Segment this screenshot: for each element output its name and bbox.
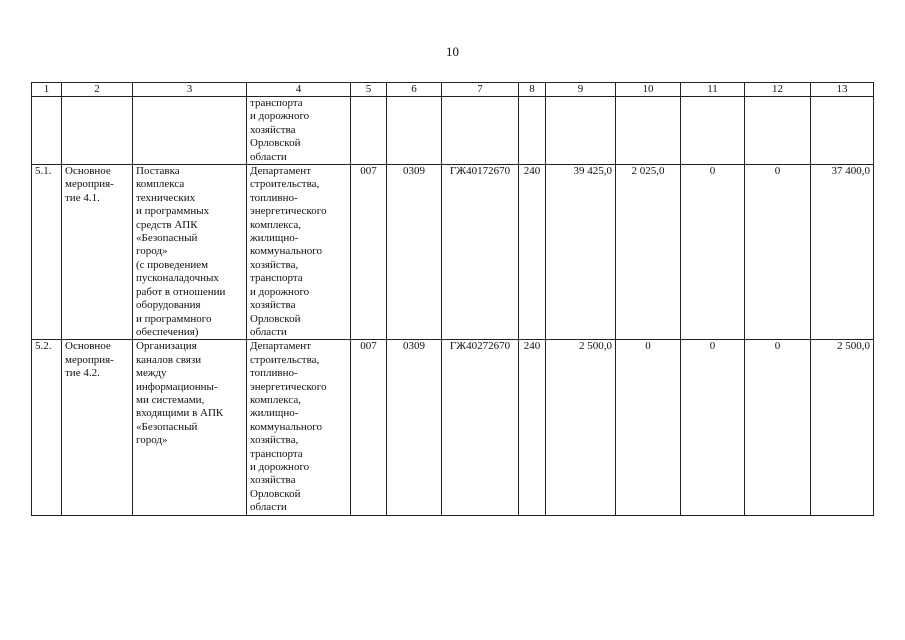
text-line: и программного	[136, 312, 212, 325]
text-line: хозяйства	[250, 474, 296, 487]
text-line: Поставка	[136, 165, 180, 178]
amount-cell: 0	[745, 340, 811, 515]
text-line: оборудования	[136, 299, 201, 312]
text-line: между	[136, 367, 167, 380]
text-line: жилищно-	[250, 232, 299, 245]
column-number: 7	[442, 83, 519, 97]
text-line: хозяйства	[250, 123, 296, 136]
text-line: Организация	[136, 340, 197, 353]
column-number: 4	[247, 83, 351, 97]
amount-cell: 2 025,0	[616, 165, 681, 340]
text-line: области	[250, 325, 287, 338]
responsible-executor-cell	[247, 165, 351, 340]
column-number: 6	[387, 83, 442, 97]
text-line: и программных	[136, 205, 210, 218]
column-number: 13	[811, 83, 874, 97]
amount-cell: 0	[681, 165, 745, 340]
responsible-executor-cell	[247, 340, 351, 515]
column-number: 8	[519, 83, 546, 97]
text-line: Основное	[65, 340, 111, 353]
text-line: и дорожного	[250, 285, 310, 298]
text-line: комплекса	[136, 178, 185, 191]
code-cell: 0309	[387, 340, 442, 515]
amount-cell: 0	[681, 340, 745, 515]
text-line: работ в отношении	[136, 285, 226, 298]
amount-cell: 37 400,0	[811, 165, 874, 340]
text-line: входящими в АПК	[136, 407, 224, 420]
measure-name-cell	[133, 340, 247, 515]
text-line: комплекса,	[250, 393, 302, 406]
text-line: строительства,	[250, 178, 320, 191]
text-line: транспорта	[250, 97, 303, 109]
amount-cell: 2 500,0	[811, 340, 874, 515]
text-line: Основное	[65, 165, 111, 178]
text-line: Орловской	[250, 137, 301, 150]
code-cell: 240	[519, 165, 546, 340]
text-line: ми системами,	[136, 393, 205, 406]
code-cell: 240	[519, 340, 546, 515]
text-line: топливно-	[250, 367, 298, 380]
column-number: 9	[546, 83, 616, 97]
column-number: 1	[32, 83, 62, 97]
text-line: (с проведением	[136, 258, 209, 271]
amount-cell: 39 425,0	[546, 165, 616, 340]
budget-table	[31, 82, 874, 516]
text-line: хозяйства,	[250, 434, 299, 447]
text-line: топливно-	[250, 191, 298, 204]
text-line: тие 4.2.	[65, 367, 100, 380]
text-line: мероприя-	[65, 178, 114, 191]
amount-cell: 0	[745, 165, 811, 340]
text-line: Орловской	[250, 487, 301, 500]
table-row	[32, 340, 874, 515]
amount-cell: 2 500,0	[546, 340, 616, 515]
text-line: строительства,	[250, 353, 320, 366]
measure-type-cell	[62, 340, 133, 515]
column-number: 3	[133, 83, 247, 97]
text-line: технических	[136, 191, 196, 204]
text-line: «Безопасный	[136, 420, 198, 433]
text-line: информационны-	[136, 380, 218, 393]
item-number-cell: 5.2.	[32, 340, 62, 515]
item-number-cell: 5.1.	[32, 165, 62, 340]
code-cell: 007	[351, 165, 387, 340]
text-line: Орловской	[250, 312, 301, 325]
text-line: обеспечения)	[136, 325, 199, 338]
code-cell: 007	[351, 340, 387, 515]
text-line: области	[250, 501, 287, 514]
text-line: город»	[136, 434, 168, 447]
table-row	[32, 165, 874, 340]
page-number: 10	[446, 44, 459, 59]
continuation-row	[32, 97, 874, 165]
code-cell: 0309	[387, 165, 442, 340]
column-number: 2	[62, 83, 133, 97]
text-line: энергетического	[250, 380, 327, 393]
text-line: хозяйства,	[250, 258, 299, 271]
code-cell: ГЖ40172670	[442, 165, 519, 340]
column-number: 5	[351, 83, 387, 97]
text-line: энергетического	[250, 205, 327, 218]
text-line: коммунального	[250, 245, 322, 258]
text-line: Департамент	[250, 165, 312, 178]
text-line: жилищно-	[250, 407, 299, 420]
text-line: транспорта	[250, 447, 303, 460]
text-line: тие 4.1.	[65, 191, 100, 204]
measure-type-cell	[62, 165, 133, 340]
column-number-row	[32, 83, 874, 97]
code-cell: ГЖ40272670	[442, 340, 519, 515]
text-line: хозяйства	[250, 299, 296, 312]
text-line: и дорожного	[250, 110, 310, 123]
measure-name-cell	[133, 165, 247, 340]
column-number: 10	[616, 83, 681, 97]
text-line: средств АПК	[136, 218, 198, 231]
text-line: город»	[136, 245, 168, 258]
text-line: каналов связи	[136, 353, 202, 366]
column-number: 11	[681, 83, 745, 97]
text-line: комплекса,	[250, 218, 302, 231]
text-line: мероприя-	[65, 353, 114, 366]
text-line: и дорожного	[250, 460, 310, 473]
text-line: коммунального	[250, 420, 322, 433]
text-line: Департамент	[250, 340, 312, 353]
text-line: области	[250, 150, 287, 163]
responsible-executor-cell	[247, 97, 351, 165]
text-line: транспорта	[250, 272, 303, 285]
amount-cell: 0	[616, 340, 681, 515]
text-line: пусконаладочных	[136, 272, 219, 285]
column-number: 12	[745, 83, 811, 97]
text-line: «Безопасный	[136, 232, 198, 245]
